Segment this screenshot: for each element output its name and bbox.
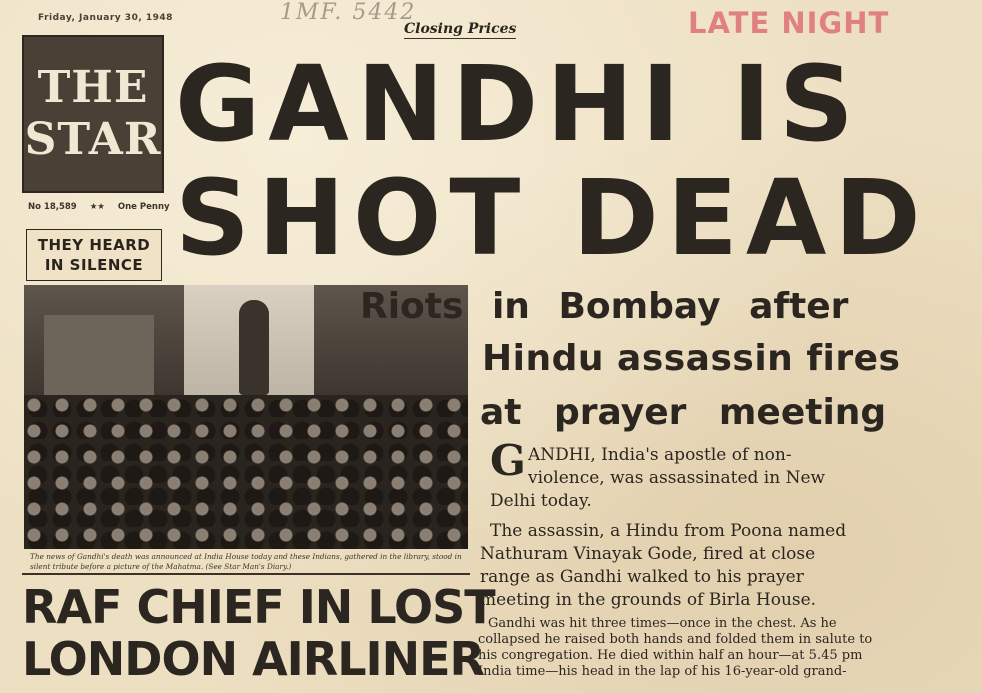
article-text: Delhi today. [490,491,592,511]
article-text: The assassin, a Hindu from Poona named [490,521,847,541]
main-headline-line-2: SHOT DEAD [175,157,929,279]
article-text: range as Gandhi walked to his prayer [480,567,804,587]
article-text: his congregation. He died within half an hour—at 5.45 pm [478,648,863,663]
photo-caption: The news of Gandhi's death was announced at India House today and these Indians, gathered in the library, stood in silent tribute before a picture of the Mahatma. (See Star Man's Diary.) [30,552,462,571]
photo-label-line-2: IN SILENCE [44,256,144,274]
issue-number: No 18,589 [28,202,77,212]
star-marks: ★★ [89,202,105,212]
article-text: Nathuram Vinayak Gode, fired at close [480,544,816,564]
subheadline-line-3: at prayer meeting [480,392,887,433]
photo-label-box [26,229,162,281]
main-headline-line-1: GANDHI IS [175,43,862,165]
photo-label-line-1: THEY HEARD [37,236,151,254]
issue-date: Friday, January 30, 1948 [38,13,173,23]
masthead-line-2: STAR [24,114,162,165]
article-text: India time—his head in the lap of his 16-year-old grand- [478,664,847,679]
subheadline-line-2: Hindu assassin fires [482,338,901,379]
edition-label: LATE NIGHT [688,6,890,40]
second-headline-line-2: LONDON AIRLINER [22,632,484,686]
issue-price: One Penny [117,202,170,212]
divider-rule [22,573,470,575]
photo-crowd [24,395,468,549]
photo-gandhi-portrait [239,300,269,395]
second-headline-line-1: RAF CHIEF IN LOST [22,580,495,634]
article-text: Gandhi was hit three times—once in the chest. As he [488,616,837,631]
masthead-line-1: THE [37,62,149,113]
article-text: meeting in the grounds of Birla House. [480,590,817,610]
issue-info [28,202,170,212]
masthead-logo [22,35,164,193]
article-text: collapsed he raised both hands and folded them in salute to [478,632,873,647]
article-text: ANDHI, India's apostle of non- [528,445,792,465]
section-label: Closing Prices [404,21,517,37]
article-text: violence, was assassinated in New [528,468,826,488]
subheadline-line-1: Riots in Bombay after [360,286,849,327]
article-drop-cap: G [490,436,526,485]
pencil-annotation: 1MF. 5442 [280,0,417,25]
